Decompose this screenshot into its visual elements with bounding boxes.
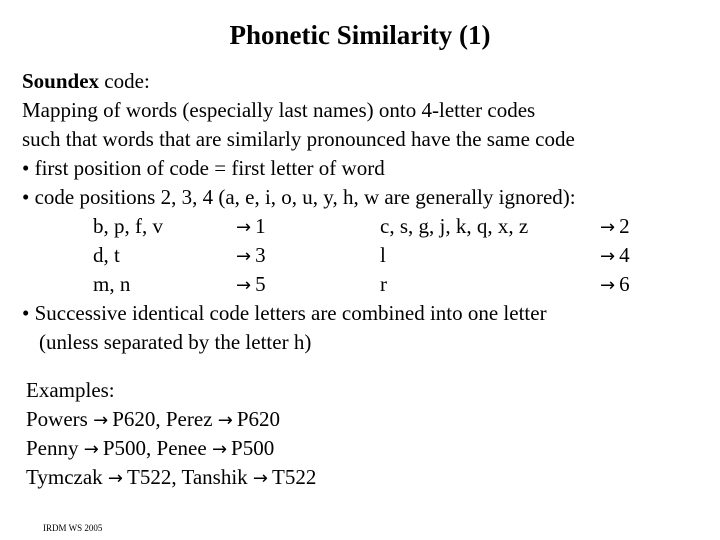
arrow-icon: → xyxy=(252,468,269,489)
arrow-icon: → xyxy=(107,468,124,489)
slide-title: Phonetic Similarity (1) xyxy=(229,20,491,50)
arrow-icon: → xyxy=(236,246,252,267)
mapping-letters: b, p, f, v xyxy=(93,214,163,238)
example-word: Tanshik xyxy=(181,465,248,489)
example-word: Penee xyxy=(156,436,207,460)
mapping-row-1 xyxy=(22,212,702,241)
soundex-heading xyxy=(22,67,702,96)
slide-body xyxy=(22,67,702,357)
example-row xyxy=(26,434,316,463)
arrow-icon: → xyxy=(83,439,99,460)
example-code: T522 xyxy=(127,465,172,489)
example-code: P500 xyxy=(102,436,147,460)
arrow-icon: → xyxy=(93,410,109,431)
example-row xyxy=(26,463,316,492)
mapping-row-2 xyxy=(22,241,702,270)
slide-footer: IRDM WS 2005 xyxy=(43,523,103,533)
examples-block xyxy=(26,376,316,492)
bullet-successive-letters: • Successive identical code letters are combined into one letter xyxy=(22,301,547,325)
mapping-code: 6 xyxy=(619,272,630,296)
description-line-2: such that words that are similarly pronounced have the same code xyxy=(22,127,575,151)
example-code: P620 xyxy=(112,407,156,431)
bullet-successive-letters-cont: (unless separated by the letter h) xyxy=(39,330,312,354)
example-separator: , xyxy=(171,465,182,489)
examples-heading: Examples: xyxy=(26,378,115,402)
example-separator: , xyxy=(155,407,166,431)
mapping-result xyxy=(600,212,630,242)
mapping-code: 4 xyxy=(619,243,630,267)
mapping-letters: c, s, g, j, k, q, x, z xyxy=(380,214,529,238)
example-word: Penny xyxy=(26,436,79,460)
mapping-letters: m, n xyxy=(93,272,131,296)
example-word: Tymczak xyxy=(26,465,103,489)
mapping-letters: r xyxy=(380,272,387,296)
mapping-row-3 xyxy=(22,270,702,299)
example-word: Perez xyxy=(165,407,213,431)
mapping-letters: l xyxy=(380,243,386,267)
arrow-icon: → xyxy=(217,410,233,431)
mapping-code: 1 xyxy=(255,214,266,238)
arrow-icon: → xyxy=(600,275,616,296)
example-code: T522 xyxy=(272,465,317,489)
example-separator: , xyxy=(146,436,157,460)
example-code: P500 xyxy=(231,436,275,460)
soundex-suffix: code: xyxy=(99,69,150,93)
mapping-result xyxy=(236,241,266,271)
arrow-icon: → xyxy=(236,275,252,296)
mapping-letters: d, t xyxy=(93,243,120,267)
bullet-first-position: • first position of code = first letter of word xyxy=(22,156,385,180)
description-line-1: Mapping of words (especially last names) onto 4-letter codes xyxy=(22,98,536,122)
mapping-result xyxy=(236,212,266,242)
soundex-term: Soundex xyxy=(22,69,100,93)
arrow-icon: → xyxy=(600,217,616,238)
mapping-result xyxy=(236,270,266,300)
example-row xyxy=(26,405,316,434)
arrow-icon: → xyxy=(211,439,228,460)
mapping-result xyxy=(600,241,630,271)
mapping-code: 5 xyxy=(255,272,266,296)
example-word: Powers xyxy=(26,407,88,431)
mapping-code: 3 xyxy=(255,243,266,267)
bullet-code-positions: • code positions 2, 3, 4 (a, e, i, o, u, y, h, w are generally ignored): xyxy=(22,185,576,209)
example-code: P620 xyxy=(236,407,281,431)
mapping-result xyxy=(600,270,630,300)
arrow-icon: → xyxy=(236,217,252,238)
arrow-icon: → xyxy=(600,246,616,267)
mapping-code: 2 xyxy=(619,214,630,238)
